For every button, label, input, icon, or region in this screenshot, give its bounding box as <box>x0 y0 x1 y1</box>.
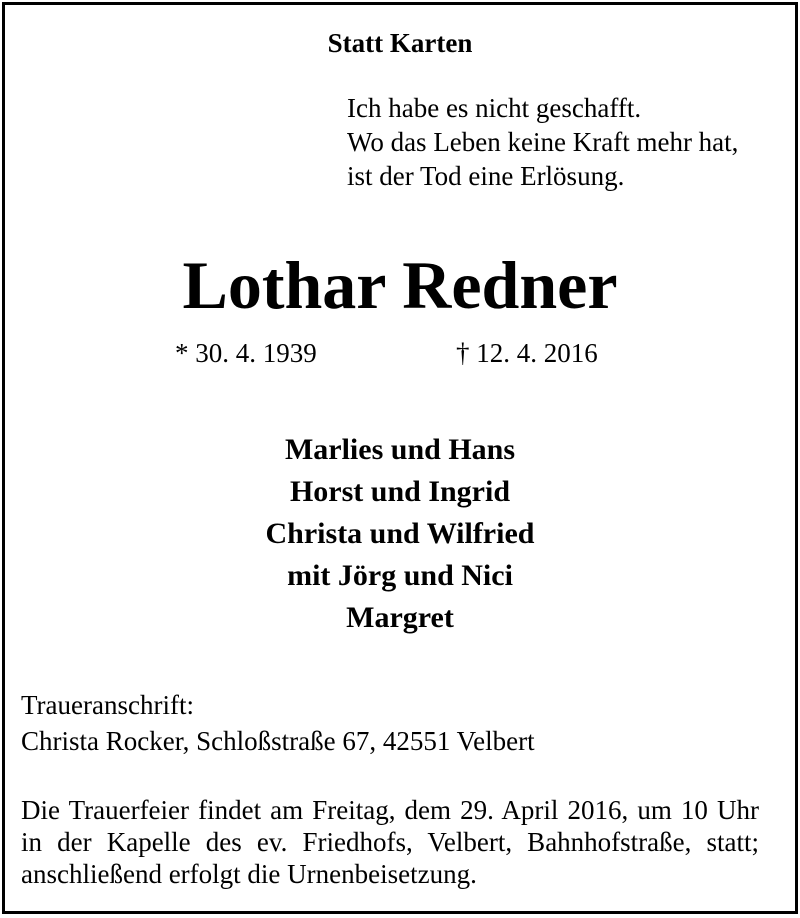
mourner: Christa und Wilfried <box>265 517 535 550</box>
mourning-address <box>21 687 535 759</box>
mourner: Marlies und Hans <box>284 433 516 466</box>
mourner: Margret <box>346 601 454 634</box>
mourners-list <box>5 429 795 639</box>
poem-line: Ich habe es nicht geschafft. <box>347 93 642 123</box>
mourner: Horst und Ingrid <box>289 475 511 508</box>
poem-line: Wo das Leben keine Kraft mehr hat, <box>347 127 739 157</box>
birth-date: * 30. 4. 1939 <box>175 338 317 368</box>
notice-header: Statt Karten <box>327 28 473 58</box>
poem <box>347 91 738 193</box>
address-label: Traueranschrift: <box>21 690 194 720</box>
address-text: Christa Rocker, Schloßstraße 67, 42551 Velbert <box>21 726 535 756</box>
death-date: † 12. 4. 2016 <box>456 338 598 368</box>
poem-line: ist der Tod eine Erlösung. <box>347 161 625 191</box>
death-notice <box>2 2 798 914</box>
deceased-name: Lothar Redner <box>182 247 618 323</box>
funeral-service-text: Die Trauerfeier findet am Freitag, dem 29. April 2016, um 10 Uhr in der Kapelle des ev. Friedhofs, Velbert, Bahnhofstraße, statt; anschließend erfolgt die Urnenbeisetzung. <box>21 795 759 889</box>
mourner: mit Jörg und Nici <box>287 559 513 592</box>
